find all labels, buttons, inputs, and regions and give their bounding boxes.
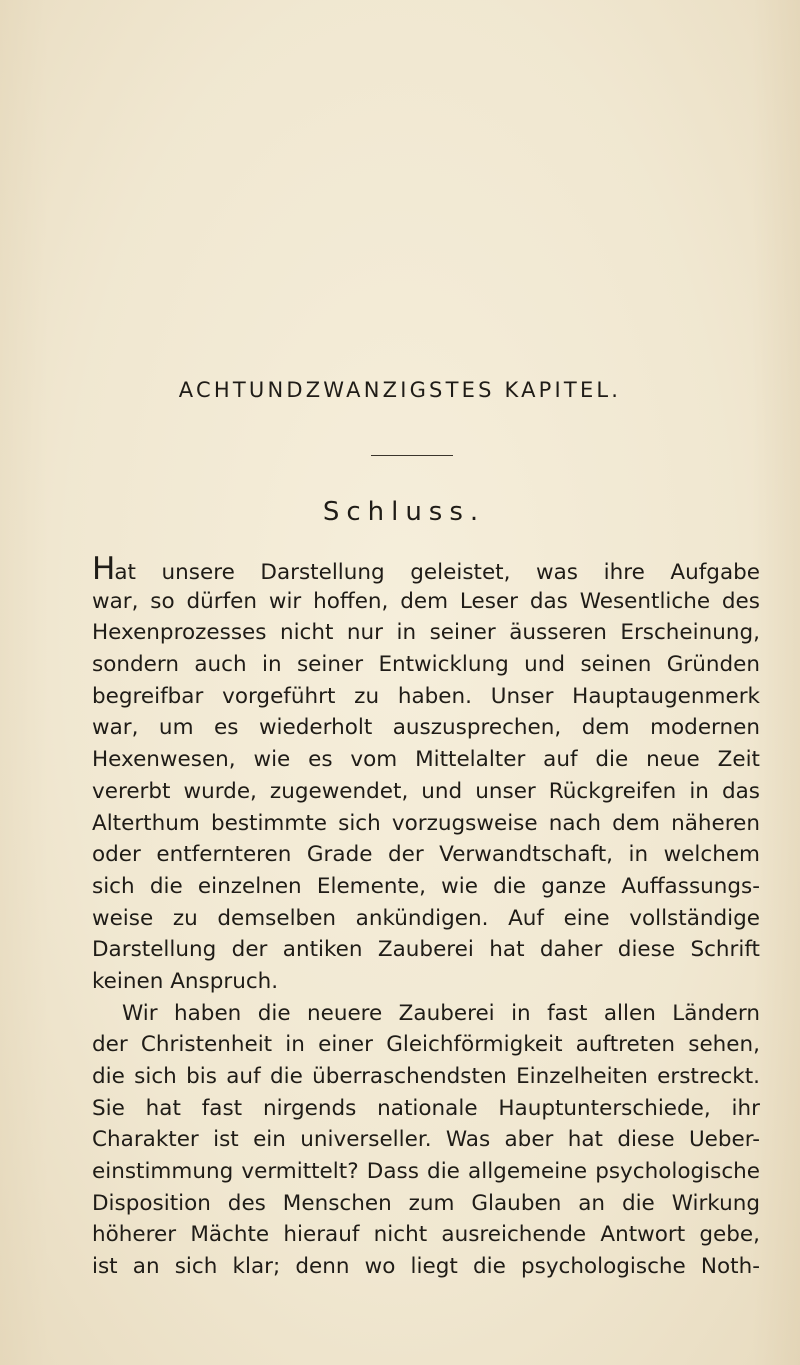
text-line-content: at unsere Darstellung geleistet, was ihre Aufgabe [114, 560, 760, 585]
section-title: Schluss. [322, 497, 486, 527]
text-line: Disposition des Menschen zum Glauben an die Wirkung [92, 1190, 760, 1216]
text-line: einstimmung vermittelt? Dass die allgemeine psychologische [92, 1159, 760, 1185]
drop-cap: H [92, 551, 115, 587]
text-line: Hexenprozesses nicht nur in seiner äusseren Erscheinung, [92, 620, 760, 646]
text-line: ist an sich klar; denn wo liegt die psychologische Noth- [92, 1254, 760, 1280]
text-line: vererbt wurde, zugewendet, und unser Rückgreifen in das [92, 778, 760, 804]
text-line: Sie hat fast nirgends nationale Hauptunterschiede, ihr [92, 1095, 760, 1121]
text-line: war, um es wiederholt auszusprechen, dem modernen [92, 715, 760, 741]
text-line: Charakter ist ein universeller. Was aber hat diese Ueber- [92, 1127, 760, 1153]
text-line: Alterthum bestimmte sich vorzugsweise nach dem näheren [92, 810, 760, 836]
body-text [92, 551, 760, 1283]
chapter-heading: ACHTUNDZWANZIGSTES KAPITEL. [178, 378, 622, 402]
text-line: höherer Mächte hierauf nicht ausreichende Antwort gebe, [92, 1222, 760, 1248]
text-line: sich die einzelnen Elemente, wie die ganze Auffassungs- [92, 873, 760, 899]
text-line: keinen Anspruch. [92, 968, 279, 994]
text-line: war, so dürfen wir hoffen, dem Leser das Wesentliche des [92, 588, 760, 614]
text-line: Darstellung der antiken Zauberei hat daher diese Schrift [92, 937, 760, 963]
text-line [92, 551, 760, 587]
text-line: Wir haben die neuere Zauberei in fast allen Ländern [122, 1000, 760, 1026]
text-line: begreifbar vorgeführt zu haben. Unser Hauptaugenmerk [92, 683, 760, 709]
text-line: die sich bis auf die überraschendsten Einzelheiten erstreckt. [92, 1064, 760, 1089]
heading-divider [371, 455, 453, 456]
text-line: weise zu demselben ankündigen. Auf eine vollständige [92, 905, 760, 931]
text-line: oder entfernteren Grade der Verwandtschaft, in welchem [92, 842, 760, 868]
text-line: sondern auch in seiner Entwicklung und seinen Gründen [92, 652, 760, 678]
text-line: der Christenheit in einer Gleichförmigkeit auftreten sehen, [92, 1032, 760, 1058]
text-line: Hexenwesen, wie es vom Mittelalter auf die neue Zeit [92, 747, 760, 773]
